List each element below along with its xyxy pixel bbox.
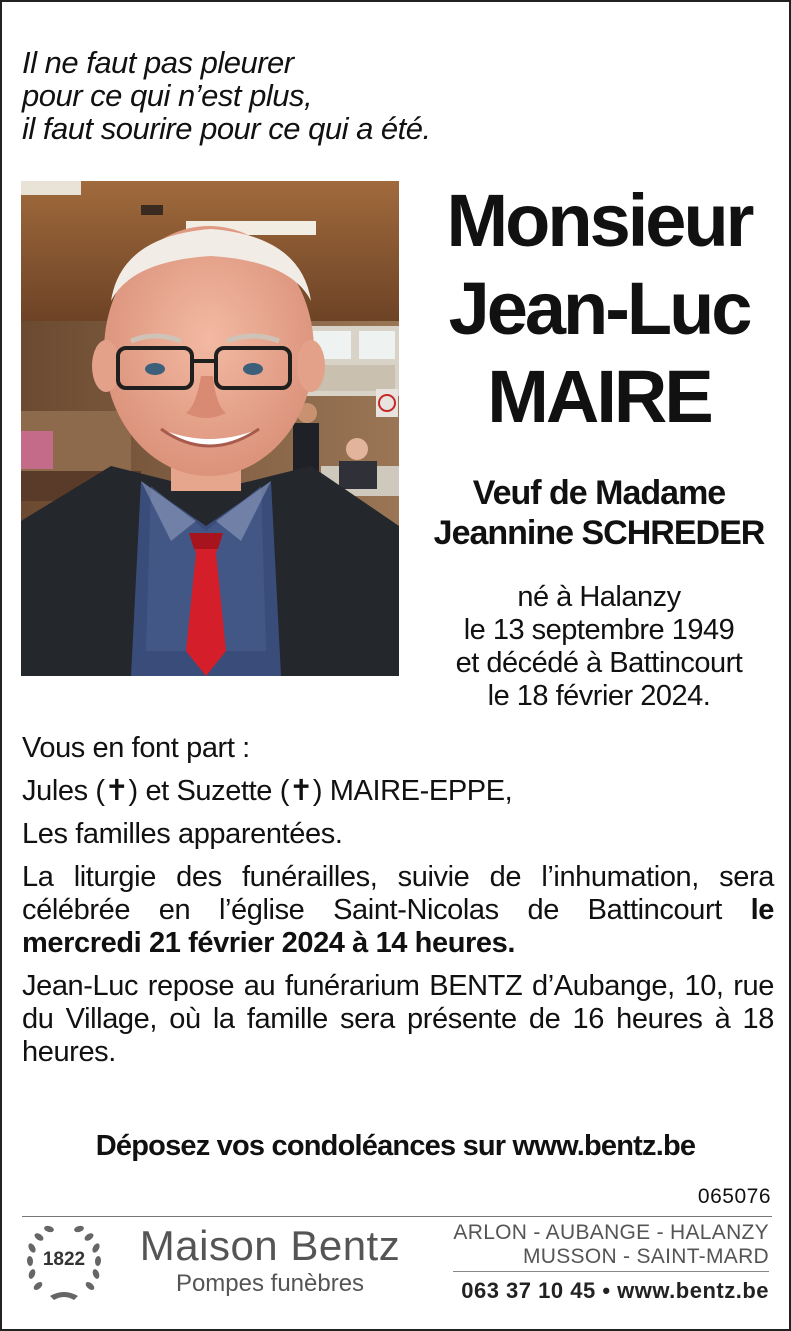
branch-towns [453,1221,769,1272]
cross-icon: ✝ [104,775,129,807]
towns-divider [453,1271,769,1272]
widow-line: Jeannine SCHREDER [433,514,765,552]
quote-line: il faut sourire pour ce qui a été. [22,111,431,146]
memorial-quote [22,46,431,145]
founding-year: 1822 [42,1249,86,1270]
name-first: Jean-Luc [448,267,750,350]
contact-info [461,1278,769,1304]
towns-line: ARLON - AUBANGE - HALANZY [453,1221,769,1244]
liturgy-text: La liturgie des funérailles, suivie de l’inhumation, sera célébrée en l’église Saint-Nicolas de Battincourt [22,861,774,926]
condolences-line: Déposez vos condoléances sur www.bentz.be [95,1130,696,1162]
brand-subtitle: Pompes funèbres [175,1270,365,1297]
brand-name: Maison Bentz [139,1222,401,1269]
separator-dot: • [602,1278,611,1303]
family-text: ) et Suzette ( [128,775,289,807]
website-link[interactable]: www.bentz.be [617,1278,769,1303]
birth-death-details [414,581,784,713]
death-line: le 18 février 2024. [487,680,711,712]
family-line [22,775,774,808]
liturgy-date: le mercredi 21 février 2024 à 14 heures. [22,894,774,959]
death-line: et décédé à Battincourt [455,647,743,679]
cross-icon: ✝ [288,775,313,807]
family-text: ) MAIRE-EPPE, [312,775,513,807]
brand-logo [122,1223,418,1299]
deceased-name [414,177,784,441]
birth-line: le 13 septembre 1949 [463,614,735,646]
portrait-photo [21,181,399,676]
announcement-intro: Vous en font part : [22,732,250,764]
towns-line: MUSSON - SAINT-MARD [522,1245,769,1268]
reference-number: 065076 [697,1185,771,1208]
footer-divider [22,1216,772,1217]
liturgy-paragraph [22,861,774,960]
name-last: MAIRE [487,355,711,438]
widow-line: Veuf de Madame [472,474,726,512]
family-text: Jules ( [22,775,105,807]
quote-line: Il ne faut pas pleurer [22,45,294,80]
phone-number: 063 37 10 45 [461,1278,596,1303]
widow-of [414,473,784,553]
name-title: Monsieur [446,179,752,262]
deceased-info [414,177,784,713]
birth-line: né à Halanzy [517,581,681,613]
relatives-line: Les familles apparentées. [22,818,343,850]
announcement-body [22,732,774,1079]
visitation-paragraph: Jean-Luc repose au funérarium BENTZ d’Aubange, 10, rue du Village, où la famille sera présente de 16 heures à 18 heures. [22,970,774,1068]
quote-line: pour ce qui n’est plus, [22,78,313,113]
